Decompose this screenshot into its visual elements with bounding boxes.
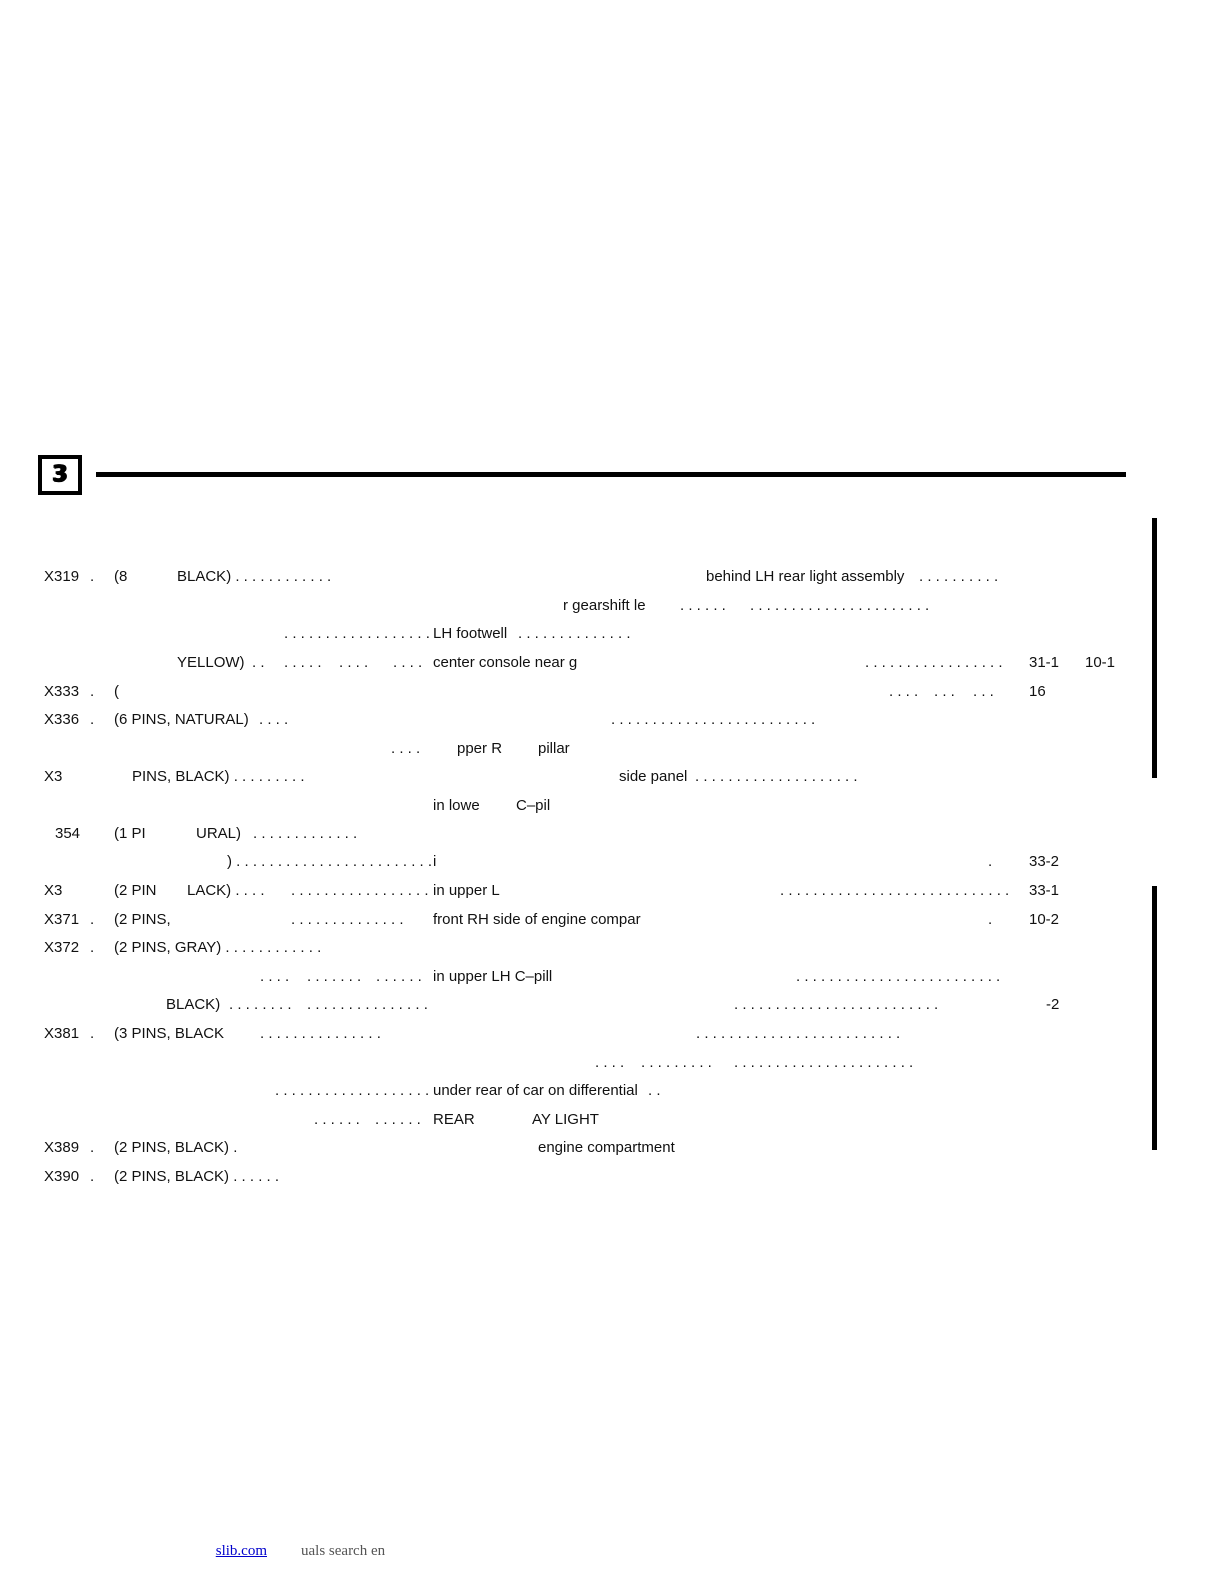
- connector-location: side panel: [619, 768, 688, 785]
- connector-description: (1 PI: [114, 825, 146, 842]
- leader: .: [90, 939, 95, 956]
- connector-description: BLACK) . . . . . . . . . . . .: [177, 568, 332, 585]
- connector-id: X390: [44, 1168, 80, 1185]
- page-reference: 10-1: [1085, 654, 1116, 671]
- leader: . . . . . . . . . . . . . .: [518, 625, 631, 642]
- connector-description: (6 PINS, NATURAL): [114, 711, 249, 728]
- leader: . . . . . . .: [307, 968, 362, 985]
- connector-location: in lowe: [433, 797, 480, 814]
- leader: . . . . . .: [376, 968, 422, 985]
- page-reference: -2: [1046, 996, 1060, 1013]
- connector-location: C–pil: [516, 797, 551, 814]
- leader: . . .: [934, 683, 955, 700]
- leader: . . . . . . . . . . . . . . . . . . . . . .: [750, 597, 930, 614]
- leader: . . . .: [259, 711, 289, 728]
- page-reference: 16: [1029, 683, 1046, 700]
- connector-id: X3: [44, 882, 63, 899]
- leader: .: [90, 683, 95, 700]
- connector-id: 354: [55, 825, 81, 842]
- connector-description: PINS, BLACK) . . . . . . . . .: [132, 768, 305, 785]
- connector-description: (2 PINS, GRAY) . . . . . . . . . . . .: [114, 939, 322, 956]
- leader: . . . . . .: [680, 597, 726, 614]
- thumb-index-bar: [1152, 886, 1157, 1150]
- leader: . . . . . . . . . . . . . . . . . . .: [275, 1082, 430, 1099]
- leader: . . . . . . . . . .: [919, 568, 999, 585]
- section-number: 3: [52, 462, 68, 487]
- connector-id: X319: [44, 568, 80, 585]
- leader: .: [90, 1139, 95, 1156]
- leader: . . . . . . . . .: [641, 1054, 712, 1071]
- leader: . . . . . . . . . . . . . . . . . . . .: [695, 768, 858, 785]
- connector-id: X333: [44, 683, 80, 700]
- connector-location: in upper L: [433, 882, 500, 899]
- footer-link[interactable]: slib.com: [215, 1543, 267, 1559]
- leader: . . . . . . . . . . . . . . . . . .: [284, 625, 430, 642]
- leader: . . . .: [393, 654, 423, 671]
- connector-location: front RH side of engine compar: [433, 911, 641, 928]
- leader: . . . . . . . . . . . . . . . . .: [291, 882, 429, 899]
- connector-location: engine compartment: [538, 1139, 675, 1156]
- leader: . . . . . . . . . . . . . . . . .: [865, 654, 1003, 671]
- connector-description: (: [114, 683, 119, 700]
- leader: . . . . . . . . . . . . . . . . . . . . . . . . .: [696, 1025, 901, 1042]
- leader: . . . .: [391, 740, 421, 757]
- connector-description: (2 PIN: [114, 882, 157, 899]
- connector-id: X336: [44, 711, 80, 728]
- thumb-index-bar: [1152, 518, 1157, 778]
- leader: . . . . . . . . . . . . . . .: [260, 1025, 381, 1042]
- section-number-badge: [38, 455, 82, 495]
- leader: . . . . . .: [375, 1111, 421, 1128]
- leader: . . . . . . . . . . . . . . . . . . . . . . . . .: [734, 996, 939, 1013]
- connector-id: X372: [44, 939, 80, 956]
- leader: . .: [252, 654, 265, 671]
- leader: . . . . . . . . . . . . . .: [291, 911, 404, 928]
- connector-id: X389: [44, 1139, 80, 1156]
- connector-location: behind LH rear light assembly: [706, 568, 905, 585]
- connector-description: (2 PINS,: [114, 911, 171, 928]
- leader: . . . . . . . . . . . . . . . . . . . . . .: [734, 1054, 914, 1071]
- leader: . . . . . . . . . . . . .: [253, 825, 358, 842]
- leader: .: [988, 853, 993, 870]
- leader: . . . .: [260, 968, 290, 985]
- leader: .: [90, 568, 95, 585]
- connector-location: pillar: [538, 740, 570, 757]
- page-reference: 31-1: [1029, 654, 1060, 671]
- leader: . . . .: [595, 1054, 625, 1071]
- connector-description: (3 PINS, BLACK: [114, 1025, 225, 1042]
- connector-location: under rear of car on differential: [433, 1082, 638, 1099]
- leader: .: [90, 1168, 95, 1185]
- connector-id: X371: [44, 911, 80, 928]
- connector-location: REAR: [433, 1111, 475, 1128]
- connector-description: BLACK): [166, 996, 221, 1013]
- connector-description: (8: [114, 568, 128, 585]
- footer-text: uals search en: [301, 1543, 386, 1559]
- connector-location: r gearshift le: [563, 597, 646, 614]
- connector-description: (2 PINS, BLACK) . . . . . .: [114, 1168, 280, 1185]
- page-reference: 10-2: [1029, 911, 1060, 928]
- leader: . . . . .: [284, 654, 322, 671]
- leader: . . .: [973, 683, 994, 700]
- leader: .: [90, 1025, 95, 1042]
- leader: . . . . . . . . . . . . . . . . . . . . . . . . .: [796, 968, 1001, 985]
- connector-description: (2 PINS, BLACK) .: [114, 1139, 238, 1156]
- leader: . . . . . . . . . . . . . . . . . . . . . . . . . . . .: [780, 882, 1010, 899]
- leader: .: [90, 711, 95, 728]
- connector-location: pper R: [457, 740, 503, 757]
- connector-location: AY LIGHT: [532, 1111, 599, 1128]
- leader: . . . . . . . . . . . . . . . . . . . . . . . . .: [611, 711, 816, 728]
- leader: .: [90, 911, 95, 928]
- connector-location: in upper LH C–pill: [433, 968, 553, 985]
- leader: .: [988, 911, 993, 928]
- leader: . . . .: [889, 683, 919, 700]
- leader: . . . . . . . .: [229, 996, 292, 1013]
- connector-description: URAL): [196, 825, 242, 842]
- leader: . . . . . . . . . . . . . . .: [307, 996, 428, 1013]
- leader: ) . . . . . . . . . . . . . . . . . . . . . . . .: [227, 853, 433, 870]
- leader: . .: [648, 1082, 661, 1099]
- connector-location: LH footwell: [433, 625, 508, 642]
- page-reference: 33-2: [1029, 853, 1060, 870]
- leader: . . . . . .: [314, 1111, 360, 1128]
- connector-description: YELLOW): [177, 654, 245, 671]
- connector-id: X3: [44, 768, 63, 785]
- header-rule: [96, 472, 1126, 477]
- connector-description: LACK) . . . .: [187, 882, 265, 899]
- connector-location: center console near g: [433, 654, 578, 671]
- page-reference: 33-1: [1029, 882, 1060, 899]
- leader: . . . .: [339, 654, 369, 671]
- connector-location: i: [433, 853, 437, 870]
- connector-id: X381: [44, 1025, 80, 1042]
